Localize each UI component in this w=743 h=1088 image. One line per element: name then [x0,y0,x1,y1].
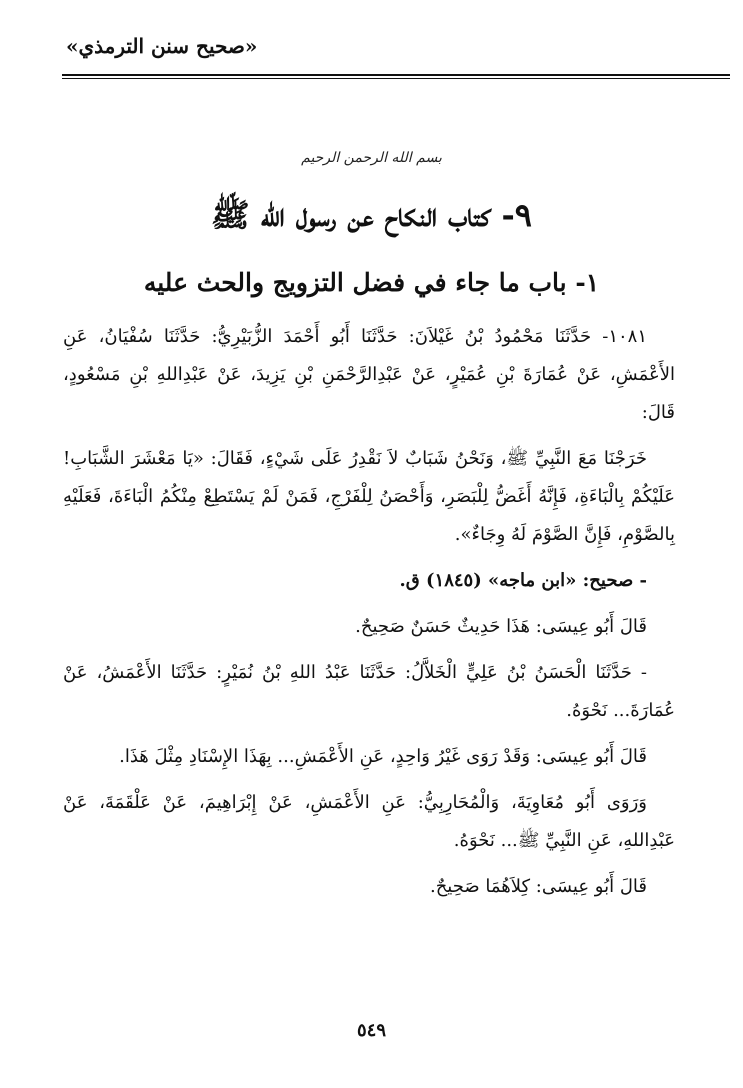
chapter-title: ١- باب ما جاء في فضل التزويج والحث عليه [143,268,600,297]
running-head-title: «صحيح سنن الترمذي» [66,34,258,58]
header-rule [62,74,730,79]
basmala: بسم الله الرحمن الرحيم [301,150,442,166]
paragraph-isnad-2: - حَدَّثَنَا الْحَسَنُ بْنُ عَلِيٍّ الْخَلاَّلُ: حَدَّثَنَا عَبْدُ اللهِ بْنُ نُمَيْرٍ: حَدَّثَنَا الأَعْمَشُ، عَنْ عُمَارَةَ... نَحْوَهُ. [63,662,675,721]
paragraph-narration: وَرَوَى أَبُو مُعَاوِيَةَ، وَالْمُحَارِبِيُّ: عَنِ الأَعْمَشِ، عَنْ إِبْرَاهِيمَ، عَنْ عَلْقَمَةَ، عَنْ عَبْدِاللهِ، عَنِ النَّبِيِّ ﷺ... نَحْوَهُ. [63,792,675,851]
paragraph-comment-2: قَالَ أَبُو عِيسَى: وَقَدْ رَوَى غَيْرُ وَاحِدٍ، عَنِ الأَعْمَشِ... بِهَذَا الإِسْنَادِ مِثْلَ هَذَا. [119,746,647,767]
hadith-body [63,318,675,914]
book-title: ٩- كتاب النكاح عن رسول الله ﷺ [211,196,532,234]
paragraph-comment-1: قَالَ أَبُو عِيسَى: هَذَا حَدِيثٌ حَسَنٌ صَحِيحٌ. [355,616,647,637]
paragraph-grading: - صحيح: «ابن ماجه» (١٨٤٥) ق. [399,570,647,591]
paragraph-isnad: ١٠٨١- حَدَّثَنَا مَحْمُودُ بْنُ غَيْلاَنَ: حَدَّثَنَا أَبُو أَحْمَدَ الزُّبَيْرِيُّ: حَدَّثَنَا سُفْيَانُ، عَنِ الأَعْمَشِ، عَنْ عُمَارَةَ بْنِ عُمَيْرٍ، عَنْ عَبْدِالرَّحْمَنِ بْنِ يَزِيدَ، عَنْ عَبْدِاللهِ بْنِ مَسْعُودٍ، قَالَ: [63,326,675,423]
paragraph-comment-3: قَالَ أَبُو عِيسَى: كِلاَهُمَا صَحِيحٌ. [429,876,647,897]
paragraph-matn: خَرَجْنَا مَعَ النَّبِيِّ ﷺ، وَنَحْنُ شَبَابٌ لاَ نَقْدِرُ عَلَى شَيْءٍ، فَقَالَ: «يَا مَعْشَرَ الشَّبَابِ! عَلَيْكُمْ بِالْبَاءَةِ، فَإِنَّهُ أَغَضُّ لِلْبَصَرِ، وَأَحْصَنُ لِلْفَرْجِ، فَمَنْ لَمْ يَسْتَطِعْ مِنْكُمُ الْبَاءَةَ، فَعَلَيْهِ بِالصَّوْمِ، فَإِنَّ الصَّوْمَ لَهُ وِجَاءٌ». [63,448,675,545]
page-number: ٥٤٩ [356,1020,386,1041]
